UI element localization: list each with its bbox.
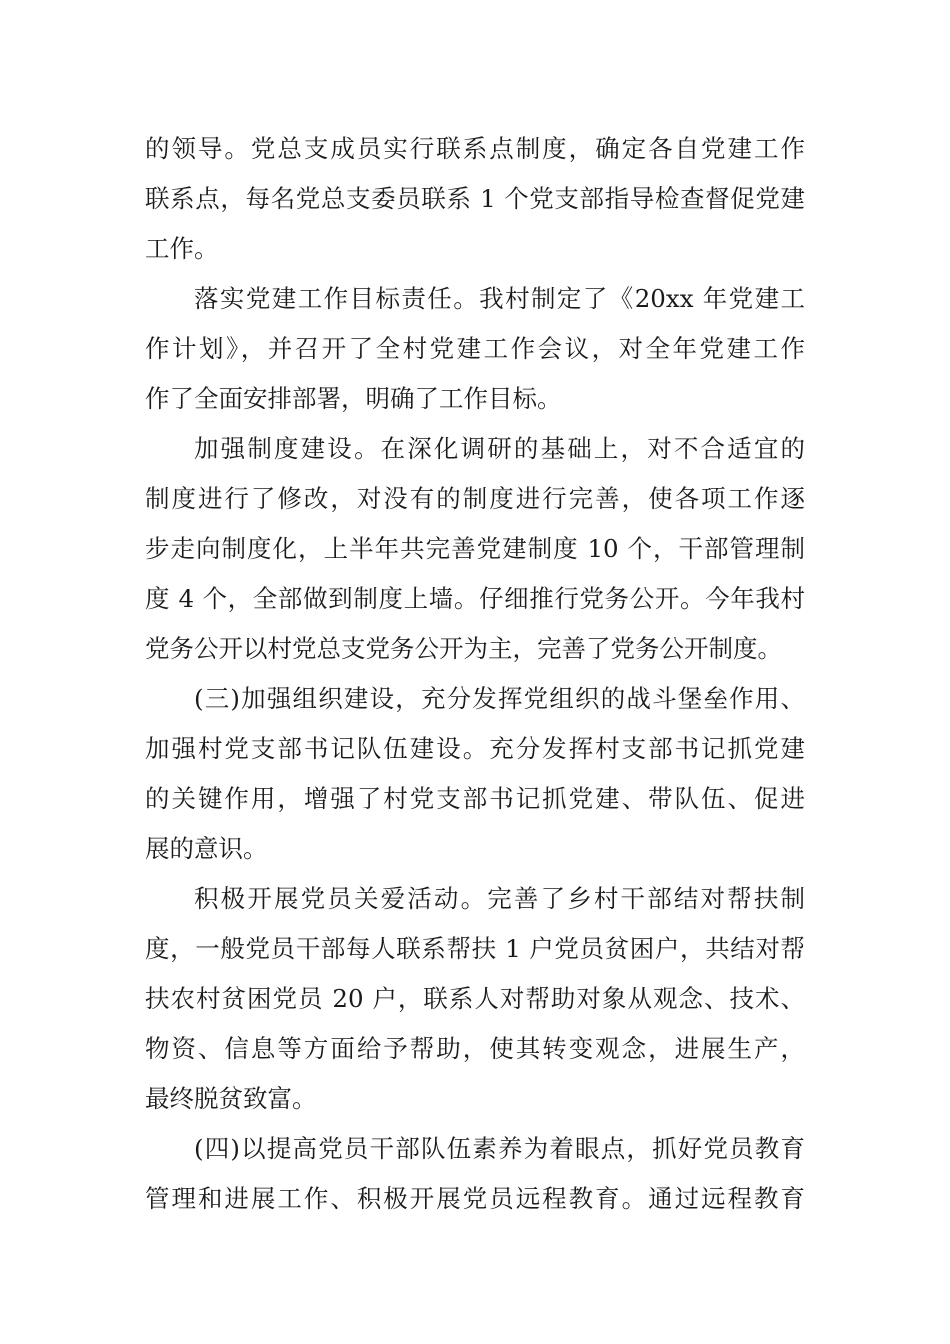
text-line: 加强村党支部书记队伍建设。充分发挥村支部书记抓党建 bbox=[145, 734, 805, 763]
text-line: 作计划》，并召开了全村党建工作会议，对全年党建工作 bbox=[145, 334, 805, 363]
text-line: 物资、信息等方面给予帮助，使其转变观念，进展生产， bbox=[145, 1034, 805, 1063]
text-line: 落实党建工作目标责任。我村制定了《20xx 年党建工 bbox=[194, 284, 805, 313]
text-line: 加强制度建设。在深化调研的基础上，对不合适宜的 bbox=[194, 434, 805, 463]
text-line: 的领导。党总支成员实行联系点制度，确定各自党建工作 bbox=[145, 134, 805, 163]
text-line: 作了全面安排部署，明确了工作目标。 bbox=[145, 384, 562, 413]
text-line: 扶农村贫困党员 20 户，联系人对帮助对象从观念、技术、 bbox=[145, 984, 805, 1013]
text-line: 最终脱贫致富。 bbox=[145, 1084, 317, 1113]
text-line: 管理和进展工作、积极开展党员远程教育。通过远程教育 bbox=[145, 1184, 805, 1213]
text-line: 党务公开以村党总支党务公开为主，完善了党务公开制度。 bbox=[145, 634, 782, 663]
text-line: 积极开展党员关爱活动。完善了乡村干部结对帮扶制 bbox=[194, 884, 805, 913]
text-line: 的关键作用，增强了村党支部书记抓党建、带队伍、促进 bbox=[145, 784, 805, 813]
text-line: 度，一般党员干部每人联系帮扶 1 户党员贫困户，共结对帮 bbox=[145, 934, 805, 963]
text-line: 展的意识。 bbox=[145, 834, 268, 863]
text-line: (三)加强组织建设，充分发挥党组织的战斗堡垒作用、 bbox=[194, 684, 805, 713]
text-line: 度 4 个，全部做到制度上墙。仔细推行党务公开。今年我村 bbox=[145, 584, 805, 613]
text-line: 联系点，每名党总支委员联系 1 个党支部指导检查督促党建 bbox=[145, 184, 805, 213]
text-line: 步走向制度化，上半年共完善党建制度 10 个，干部管理制 bbox=[145, 534, 805, 563]
text-line: 工作。 bbox=[145, 234, 219, 263]
body-text bbox=[145, 124, 805, 1224]
text-line: 制度进行了修改，对没有的制度进行完善，使各项工作逐 bbox=[145, 484, 805, 513]
text-line: (四)以提高党员干部队伍素养为着眼点，抓好党员教育 bbox=[194, 1134, 805, 1163]
